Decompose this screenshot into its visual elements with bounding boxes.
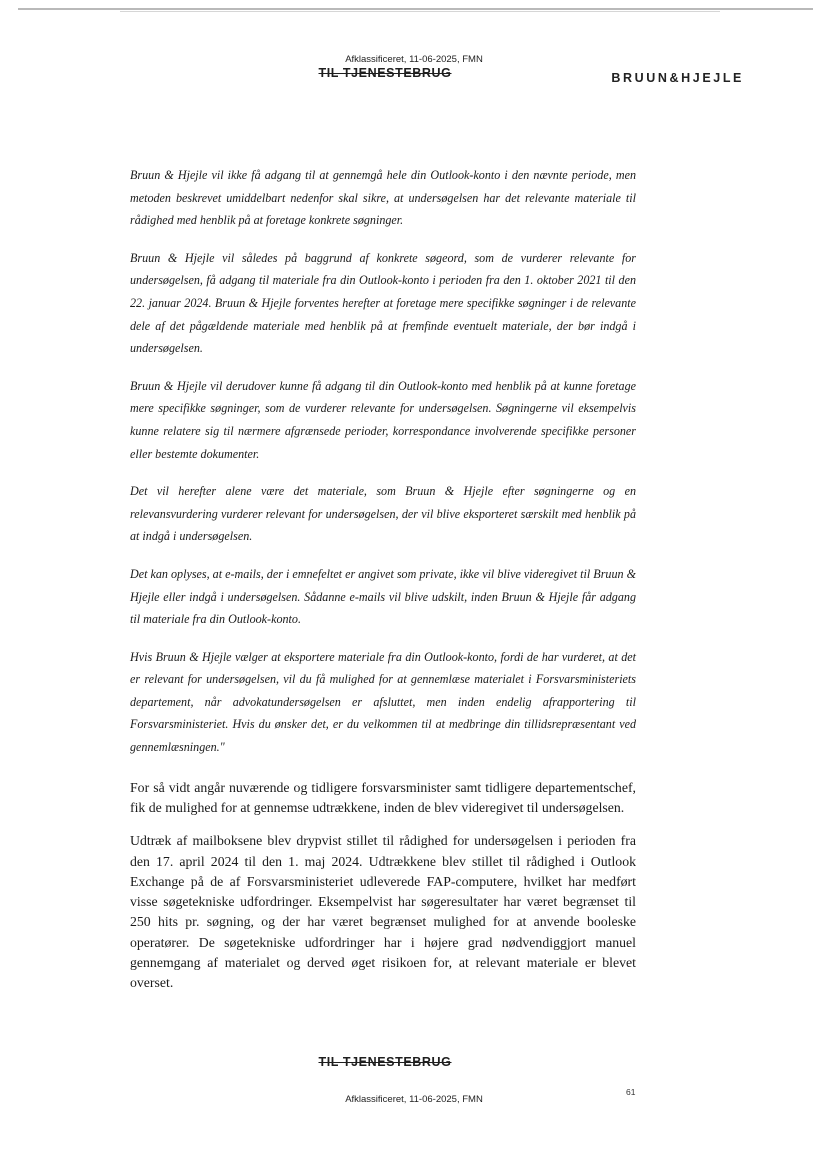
body-paragraph: Udtræk af mailboksene blev drypvist stillet til rådighed for undersøgelsen i perioden fra den 17. april 2024 til den 1. maj 2024. Udtrækkene blev stillet til rådighed i Outlook Exchange på de af Forsvarsministeriet udleverede FAP-computere, hvilket har medført visse søgetekniske udfordringer. Eksempelvist har søgeresultater har været begrænset til 250 hits pr. søgning, og der har været begrænset mulighed for at anvende booleske operatører. De søgetekniske udfordringer har i højere grad nødvendiggjort manuel gennemgang af materialet og derved øget risikoen for, at relevant materiale er blevet overset. xyxy=(130,833,636,991)
scan-edge-line-faint xyxy=(120,11,720,12)
classification-marking-top: TIL TJENESTEBRUG xyxy=(318,66,452,80)
quote-paragraph: Bruun & Hjejle vil således på baggrund af konkrete søgeord, som de vurderer relevante for undersøgelsen, få adgang til materiale fra din Outlook-konto i perioden fra den 1. oktober 2021 til den 22. januar 2024. Bruun & Hjejle forventes herefter at foretage mere specifikke søgninger i de relevante dele af det pågældende materiale med henblik på at fremfinde eventuelt materiale, der bør indgå i undersøgelsen. xyxy=(130,250,636,356)
page-number: 61 xyxy=(626,1087,636,1097)
brand-logo-text: BRUUN&HJEJLE xyxy=(611,71,744,85)
quote-paragraph: Det kan oplyses, at e-mails, der i emnefeltet er angivet som private, ikke vil blive videregivet til Bruun & Hjejle eller indgå i undersøgelsen. Sådanne e-mails vil blive udskilt, inden Bruun & Hjejle får adgang til materiale fra din Outlook-konto. xyxy=(130,566,636,627)
declassified-stamp-top: Afklassificeret, 11-06-2025, FMN xyxy=(345,54,483,65)
body-paragraph: For så vidt angår nuværende og tidligere forsvarsminister samt tidligere departementschef, fik de mulighed for at gennemse udtrækkene, inden de blev videregivet til undersøgelsen. xyxy=(130,779,636,815)
quote-paragraph: Det vil herefter alene være det materiale, som Bruun & Hjejle efter søgningerne og en relevansvurdering vurderer relevant for undersøgelsen, der vil blive eksporteret særskilt med henblik på at indgå i undersøgelsen. xyxy=(130,484,636,544)
document-body xyxy=(130,164,636,1007)
declassified-stamp-bottom: Afklassificeret, 11-06-2025, FMN xyxy=(345,1094,483,1105)
quote-paragraph: Hvis Bruun & Hjejle vælger at eksportere materiale fra din Outlook-konto, fordi de har vurderet, at det er relevant for undersøgelsen, vil du få mulighed for at gennemlæse materialet i Forsvarsministeriets departement, når advokatundersøgelsen er afsluttet, men inden endelig afrapportering til Forsvarsministeriet. Hvis du ønsker det, er du velkommen til at medbringe din tillidsrepræsentant ved gennemlæsningen." xyxy=(130,649,636,755)
classification-marking-bottom: TIL TJENESTEBRUG xyxy=(318,1055,452,1069)
scan-edge-line xyxy=(18,8,813,10)
quote-paragraph: Bruun & Hjejle vil derudover kunne få adgang til din Outlook-konto med henblik på at kunne foretage mere specifikke søgninger, som de vurderer relevante for undersøgelsen. Søgningerne vil eksempelvis kunne relatere sig til nærmere afgrænsede perioder, korrespondance involverende specifikke personer eller bestemte dokumenter. xyxy=(130,378,636,461)
quote-paragraph: Bruun & Hjejle vil ikke få adgang til at gennemgå hele din Outlook-konto i den nævnte periode, men metoden beskrevet umiddelbart nedenfor skal sikre, at undersøgelsen har det relevante materiale til rådighed med henblik på at foretage konkrete søgninger. xyxy=(130,168,636,228)
